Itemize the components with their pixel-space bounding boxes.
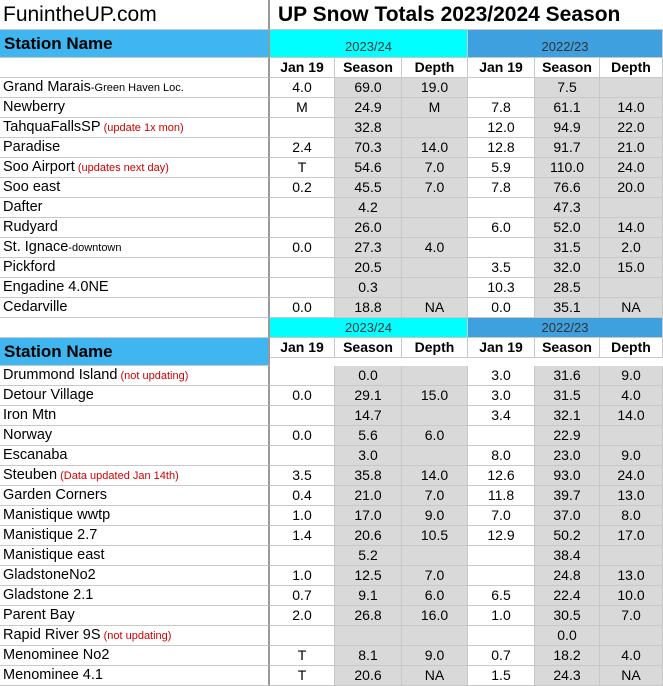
station-name-cell[interactable] [0,238,270,258]
value-cell[interactable]: 22.9 [535,426,600,446]
station-name-cell[interactable] [0,218,270,238]
station-name: Manistique east [3,547,105,563]
station-sublabel: -downtown [68,242,122,254]
value-cell[interactable]: 37.0 [535,506,600,526]
value-cell[interactable] [402,626,468,646]
value-cell[interactable]: 31.5 [535,238,600,258]
value-cell[interactable]: 35.1 [535,298,600,318]
value-cell[interactable]: 26.0 [335,218,402,238]
column-header-row-2 [0,338,663,366]
value-cell[interactable] [468,238,535,258]
value-cell[interactable]: 13.0 [600,566,663,586]
table-row [0,158,663,178]
value-cell[interactable]: M [402,98,468,118]
value-cell[interactable]: NA [600,298,663,318]
column-header-row [0,58,663,78]
station-name: Steuben [3,467,58,483]
station-name-cell[interactable] [0,118,270,138]
station-name-cell[interactable] [0,446,270,466]
station-name: Gladstone 2.1 [3,587,94,603]
station-note: (Data updated Jan 14th) [60,470,179,482]
value-cell[interactable]: 91.7 [535,138,600,158]
value-cell[interactable]: 54.6 [335,158,402,178]
value-cell[interactable]: 12.0 [468,118,535,138]
table-row [0,178,663,198]
value-cell[interactable] [270,446,335,466]
value-cell[interactable]: 19.0 [402,78,468,98]
value-cell[interactable]: 20.0 [600,178,663,198]
station-name-cell[interactable] [0,486,270,506]
section-1-rows [0,78,663,318]
value-cell[interactable]: 3.4 [468,406,535,426]
value-cell[interactable] [600,198,663,218]
table-row [0,98,663,118]
value-cell[interactable]: 22.0 [600,118,663,138]
value-cell[interactable] [600,626,663,646]
value-cell[interactable]: 23.0 [535,446,600,466]
value-cell[interactable] [468,566,535,586]
value-cell[interactable]: 0.0 [270,426,335,446]
station-name-cell[interactable] [0,666,270,686]
value-cell[interactable]: 0.0 [468,298,535,318]
value-cell[interactable]: 7.0 [468,506,535,526]
value-cell[interactable]: NA [402,666,468,686]
station-name: Detour Village [3,387,94,403]
station-note: (not updating) [103,630,172,642]
value-cell[interactable] [402,218,468,238]
station-name-header: Station Name [0,30,270,58]
value-cell[interactable]: 18.8 [335,298,402,318]
value-cell[interactable]: 2.0 [270,606,335,626]
column-header: Depth [600,338,663,358]
value-cell[interactable] [335,626,402,646]
station-name: Menominee 4.1 [3,667,103,683]
table-row [0,546,663,566]
value-cell[interactable]: 12.8 [468,138,535,158]
table-row [0,646,663,666]
value-cell[interactable]: 2.4 [270,138,335,158]
station-name-cell[interactable] [0,258,270,278]
station-name: Engadine 4.0NE [3,279,109,295]
value-cell[interactable]: 4.2 [335,198,402,218]
value-cell[interactable]: 24.8 [535,566,600,586]
value-cell[interactable] [270,198,335,218]
value-cell[interactable]: 9.0 [402,646,468,666]
value-cell[interactable]: 76.6 [535,178,600,198]
station-name-cell[interactable] [0,546,270,566]
value-cell[interactable]: 15.0 [600,258,663,278]
value-cell[interactable]: 14.0 [402,138,468,158]
station-name: Drummond Island [3,367,118,383]
title-row [0,0,663,30]
value-cell[interactable]: 14.0 [600,406,663,426]
value-cell[interactable]: M [270,98,335,118]
value-cell[interactable]: 6.0 [402,426,468,446]
value-cell[interactable]: 24.9 [335,98,402,118]
station-name: Soo east [3,179,61,195]
value-cell[interactable]: 4.0 [600,386,663,406]
station-name-cell[interactable] [0,386,270,406]
value-cell[interactable]: 61.1 [535,98,600,118]
station-name-cell[interactable] [0,158,270,178]
value-cell[interactable]: 8.0 [600,506,663,526]
value-cell[interactable]: 70.3 [335,138,402,158]
value-cell[interactable]: 12.9 [468,526,535,546]
column-header: Season [335,58,402,78]
station-name: Rudyard [3,219,58,235]
value-cell[interactable]: 12.5 [335,566,402,586]
station-name: Cedarville [3,299,68,315]
value-cell[interactable]: 14.7 [335,406,402,426]
value-cell[interactable]: 7.0 [402,178,468,198]
table-row [0,138,663,158]
value-cell[interactable] [270,366,335,386]
value-cell[interactable]: 7.8 [468,178,535,198]
value-cell[interactable]: 6.0 [402,586,468,606]
table-row [0,298,663,318]
value-cell[interactable]: 31.5 [535,386,600,406]
value-cell[interactable]: 47.3 [535,198,600,218]
year-current-header-2: 2023/24 [270,318,468,338]
value-cell[interactable]: 27.3 [335,238,402,258]
station-name-cell[interactable] [0,406,270,426]
value-cell[interactable] [468,426,535,446]
value-cell[interactable] [402,258,468,278]
table-row [0,626,663,646]
station-name-cell[interactable] [0,586,270,606]
value-cell[interactable]: 15.0 [402,386,468,406]
station-sublabel: -Green Haven Loc. [90,82,184,94]
value-cell[interactable]: 4.0 [402,238,468,258]
value-cell[interactable] [270,626,335,646]
value-cell[interactable] [600,426,663,446]
year-current-header: 2023/24 [270,30,468,58]
value-cell[interactable]: 14.0 [600,218,663,238]
value-cell[interactable]: 3.0 [468,386,535,406]
value-cell[interactable]: 20.6 [335,666,402,686]
value-cell[interactable] [270,118,335,138]
table-row [0,606,663,626]
value-cell[interactable]: 0.7 [270,586,335,606]
value-cell[interactable]: 28.5 [535,278,600,298]
value-cell[interactable]: 8.0 [468,446,535,466]
value-cell[interactable] [270,258,335,278]
table-row [0,198,663,218]
blank-cell [0,58,270,78]
value-cell[interactable]: 7.0 [402,486,468,506]
value-cell[interactable]: 93.0 [535,466,600,486]
value-cell[interactable]: 24.3 [535,666,600,686]
station-name-cell[interactable] [0,466,270,486]
station-note: (updates next day) [77,162,169,174]
table-row [0,446,663,466]
table-row [0,118,663,138]
column-header: Season [535,338,600,358]
table-row [0,526,663,546]
station-name: Paradise [3,139,61,155]
value-cell[interactable]: 6.0 [468,218,535,238]
year-previous-header: 2022/23 [468,30,663,58]
station-name: Parent Bay [3,607,75,623]
column-header: Jan 19 [468,58,535,78]
value-cell[interactable]: 10.3 [468,278,535,298]
station-name: TahquaFallsSP [3,119,101,135]
station-name: Menominee No2 [3,647,110,663]
station-name-cell[interactable] [0,566,270,586]
value-cell[interactable]: 0.4 [270,486,335,506]
station-name: Norway [3,427,53,443]
station-name-cell[interactable] [0,506,270,526]
value-cell[interactable]: 0.2 [270,178,335,198]
value-cell[interactable]: 69.0 [335,78,402,98]
station-name: Escanaba [3,447,68,463]
value-cell[interactable]: 24.0 [600,158,663,178]
value-cell[interactable]: 7.0 [402,566,468,586]
value-cell[interactable] [270,546,335,566]
value-cell[interactable]: 18.2 [535,646,600,666]
value-cell[interactable]: T [270,158,335,178]
value-cell[interactable]: 3.0 [335,446,402,466]
value-cell[interactable]: 32.0 [535,258,600,278]
value-cell[interactable] [402,406,468,426]
value-cell[interactable]: 17.0 [335,506,402,526]
value-cell[interactable]: 0.3 [335,278,402,298]
value-cell[interactable] [270,406,335,426]
station-name: Soo Airport [3,159,75,175]
value-cell[interactable]: 5.6 [335,426,402,446]
station-name-cell[interactable] [0,198,270,218]
value-cell[interactable]: 13.0 [600,486,663,506]
value-cell[interactable] [600,78,663,98]
table-row [0,238,663,258]
blank-cell [0,318,270,338]
value-cell[interactable]: 0.0 [270,298,335,318]
station-name-cell[interactable] [0,298,270,318]
value-cell[interactable]: 12.6 [468,466,535,486]
value-cell[interactable] [402,366,468,386]
value-cell[interactable]: 0.0 [335,366,402,386]
value-cell[interactable]: 3.0 [468,366,535,386]
value-cell[interactable]: 7.0 [402,158,468,178]
value-cell[interactable]: 9.0 [600,366,663,386]
value-cell[interactable] [270,218,335,238]
station-name: Rapid River 9S [3,627,101,643]
station-name-cell[interactable] [0,278,270,298]
value-cell[interactable] [468,626,535,646]
station-name: St. Ignace [3,239,69,255]
year-band-row [0,318,663,338]
value-cell[interactable]: 21.0 [600,138,663,158]
value-cell[interactable] [402,546,468,566]
station-name-cell[interactable] [0,78,270,98]
table-row [0,278,663,298]
value-cell[interactable]: 1.0 [468,606,535,626]
value-cell[interactable]: 7.5 [535,78,600,98]
value-cell[interactable]: 20.6 [335,526,402,546]
station-name: Pickford [3,259,56,275]
value-cell[interactable]: 0.7 [468,646,535,666]
value-cell[interactable]: 9.1 [335,586,402,606]
column-header: Depth [600,58,663,78]
value-cell[interactable]: 0.0 [270,386,335,406]
header-row-1 [0,30,663,58]
station-name: Iron Mtn [3,407,57,423]
column-header: Depth [402,58,468,78]
value-cell[interactable] [468,198,535,218]
value-cell[interactable]: 94.9 [535,118,600,138]
value-cell[interactable]: T [270,666,335,686]
value-cell[interactable]: 10.0 [600,586,663,606]
value-cell[interactable]: 110.0 [535,158,600,178]
value-cell[interactable]: 21.0 [335,486,402,506]
value-cell[interactable]: 1.0 [270,566,335,586]
value-cell[interactable] [468,78,535,98]
table-row [0,566,663,586]
value-cell[interactable]: 5.2 [335,546,402,566]
value-cell[interactable]: 6.5 [468,586,535,606]
station-name: Newberry [3,99,66,115]
column-header: Depth [402,338,468,358]
value-cell[interactable]: 1.0 [270,506,335,526]
station-name-cell[interactable] [0,526,270,546]
value-cell[interactable]: 24.0 [600,466,663,486]
value-cell[interactable]: 7.0 [600,606,663,626]
column-header: Season [335,338,402,358]
value-cell[interactable]: 10.5 [402,526,468,546]
station-name-cell[interactable] [0,178,270,198]
value-cell[interactable] [468,546,535,566]
value-cell[interactable]: 32.8 [335,118,402,138]
station-name-cell[interactable] [0,366,270,386]
value-cell[interactable] [270,278,335,298]
value-cell[interactable]: 31.6 [535,366,600,386]
station-name: Manistique 2.7 [3,527,98,543]
value-cell[interactable]: 0.0 [535,626,600,646]
value-cell[interactable]: 3.5 [270,466,335,486]
station-name: Dafter [3,199,43,215]
table-row [0,586,663,606]
value-cell[interactable]: 5.9 [468,158,535,178]
table-row [0,466,663,486]
table-row [0,78,663,98]
station-name-cell[interactable] [0,138,270,158]
table-row [0,406,663,426]
value-cell[interactable]: 1.4 [270,526,335,546]
station-name-cell[interactable] [0,98,270,118]
value-cell[interactable]: 52.0 [535,218,600,238]
value-cell[interactable]: 17.0 [600,526,663,546]
value-cell[interactable]: 50.2 [535,526,600,546]
value-cell[interactable]: 0.0 [270,238,335,258]
value-cell[interactable]: 38.4 [535,546,600,566]
table-row [0,666,663,686]
station-name-header: Station Name [0,338,270,366]
station-name-cell[interactable] [0,426,270,446]
value-cell[interactable]: 35.8 [335,466,402,486]
value-cell[interactable]: 30.5 [535,606,600,626]
value-cell[interactable]: 14.0 [402,466,468,486]
page-title: UP Snow Totals 2023/2024 Season [270,0,663,30]
value-cell[interactable] [402,446,468,466]
value-cell[interactable] [402,118,468,138]
value-cell[interactable]: 32.1 [535,406,600,426]
section-2-rows [0,366,663,686]
station-name-cell[interactable] [0,606,270,626]
station-name: Grand Marais [3,79,91,95]
value-cell[interactable] [402,198,468,218]
station-name: GladstoneNo2 [3,567,96,583]
column-header: Season [535,58,600,78]
value-cell[interactable]: 11.8 [468,486,535,506]
value-cell[interactable] [600,546,663,566]
value-cell[interactable]: NA [600,666,663,686]
table-row [0,486,663,506]
value-cell[interactable]: 20.5 [335,258,402,278]
station-name-cell[interactable] [0,646,270,666]
value-cell[interactable]: T [270,646,335,666]
value-cell[interactable]: 3.5 [468,258,535,278]
value-cell[interactable]: 16.0 [402,606,468,626]
table-row [0,386,663,406]
value-cell[interactable]: 22.4 [535,586,600,606]
value-cell[interactable]: 2.0 [600,238,663,258]
value-cell[interactable]: 7.8 [468,98,535,118]
station-name: Garden Corners [3,487,107,503]
value-cell[interactable]: 29.1 [335,386,402,406]
brand-title: FunintheUP.com [0,0,270,30]
table-row [0,218,663,238]
value-cell[interactable] [600,278,663,298]
value-cell[interactable]: 26.8 [335,606,402,626]
value-cell[interactable]: 4.0 [270,78,335,98]
value-cell[interactable]: 45.5 [335,178,402,198]
table-row [0,366,663,386]
station-name-cell[interactable] [0,626,270,646]
table-row [0,258,663,278]
value-cell[interactable]: 39.7 [535,486,600,506]
value-cell[interactable]: 8.1 [335,646,402,666]
value-cell[interactable]: 9.0 [600,446,663,466]
value-cell[interactable] [402,278,468,298]
station-note: (not updating) [120,370,189,382]
column-header: Jan 19 [270,58,335,78]
value-cell[interactable]: NA [402,298,468,318]
year-previous-header-2: 2022/23 [468,318,663,338]
station-name: Manistique wwtp [3,507,111,523]
station-note: (update 1x mon) [103,122,184,134]
value-cell[interactable]: 4.0 [600,646,663,666]
table-row [0,506,663,526]
column-header: Jan 19 [468,338,535,358]
table-row [0,426,663,446]
value-cell[interactable]: 1.5 [468,666,535,686]
column-header: Jan 19 [270,338,335,358]
value-cell[interactable]: 14.0 [600,98,663,118]
value-cell[interactable]: 9.0 [402,506,468,526]
